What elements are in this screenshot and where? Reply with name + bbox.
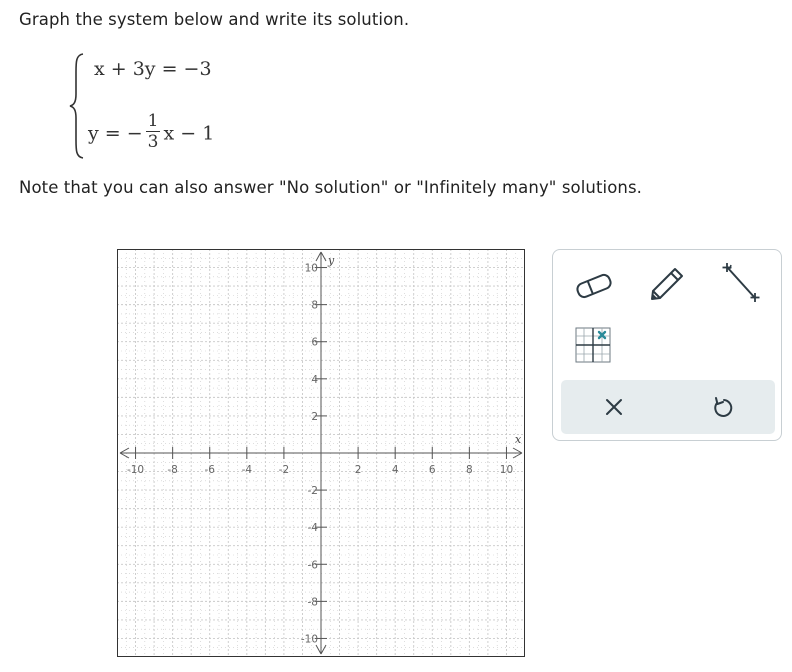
x-tick-label: 6 xyxy=(428,464,436,476)
close-icon[interactable] xyxy=(599,392,629,422)
answer-note: Note that you can also answer "No solution" or "Infinitely many" solutions. xyxy=(19,178,643,197)
x-tick-label: -8 xyxy=(167,464,178,476)
x-tick-label: 4 xyxy=(391,464,399,476)
x-tick-label: -2 xyxy=(278,464,290,476)
y-tick-label: 8 xyxy=(311,299,318,312)
brace-icon xyxy=(68,50,88,162)
x-tick-label: -6 xyxy=(204,464,215,476)
tool-panel xyxy=(552,249,782,441)
y-tick-label: -6 xyxy=(307,559,318,572)
equation-2 xyxy=(88,111,215,155)
graph-canvas[interactable] xyxy=(117,249,525,657)
y-tick-label: 4 xyxy=(311,373,318,386)
y-tick-label: 2 xyxy=(311,410,318,423)
equation-1: x + 3y = −3 xyxy=(94,58,212,80)
y-tick-label: -4 xyxy=(307,522,318,535)
undo-icon[interactable] xyxy=(707,392,737,422)
line-segment-icon[interactable] xyxy=(721,262,761,304)
x-tick-label: -10 xyxy=(126,464,145,476)
pencil-icon[interactable] xyxy=(647,264,687,304)
fraction-numerator: 1 xyxy=(147,111,159,131)
y-tick-label: -2 xyxy=(307,485,318,498)
equation-system xyxy=(68,50,248,162)
fraction-denominator: 3 xyxy=(147,132,159,152)
question-prompt: Graph the system below and write its solution. xyxy=(19,10,410,29)
x-tick-label: 2 xyxy=(354,464,362,476)
action-bar xyxy=(561,380,775,434)
fraction xyxy=(146,111,161,152)
y-tick-label: -8 xyxy=(307,596,318,609)
y-tick-label: -10 xyxy=(300,633,318,646)
y-tick-label: 10 xyxy=(304,262,318,275)
x-tick-label: -4 xyxy=(241,464,253,476)
x-axis-label: x xyxy=(515,433,522,446)
equation-2-lhs: y = − xyxy=(88,122,143,145)
equation-2-rhs: x − 1 xyxy=(163,122,215,145)
y-tick-label: 6 xyxy=(311,336,318,349)
eraser-icon[interactable] xyxy=(573,266,615,306)
y-axis-label: y xyxy=(328,254,335,267)
x-tick-label: 10 xyxy=(499,464,514,476)
x-tick-label: 8 xyxy=(466,464,473,476)
grid-point-icon[interactable] xyxy=(575,327,611,363)
